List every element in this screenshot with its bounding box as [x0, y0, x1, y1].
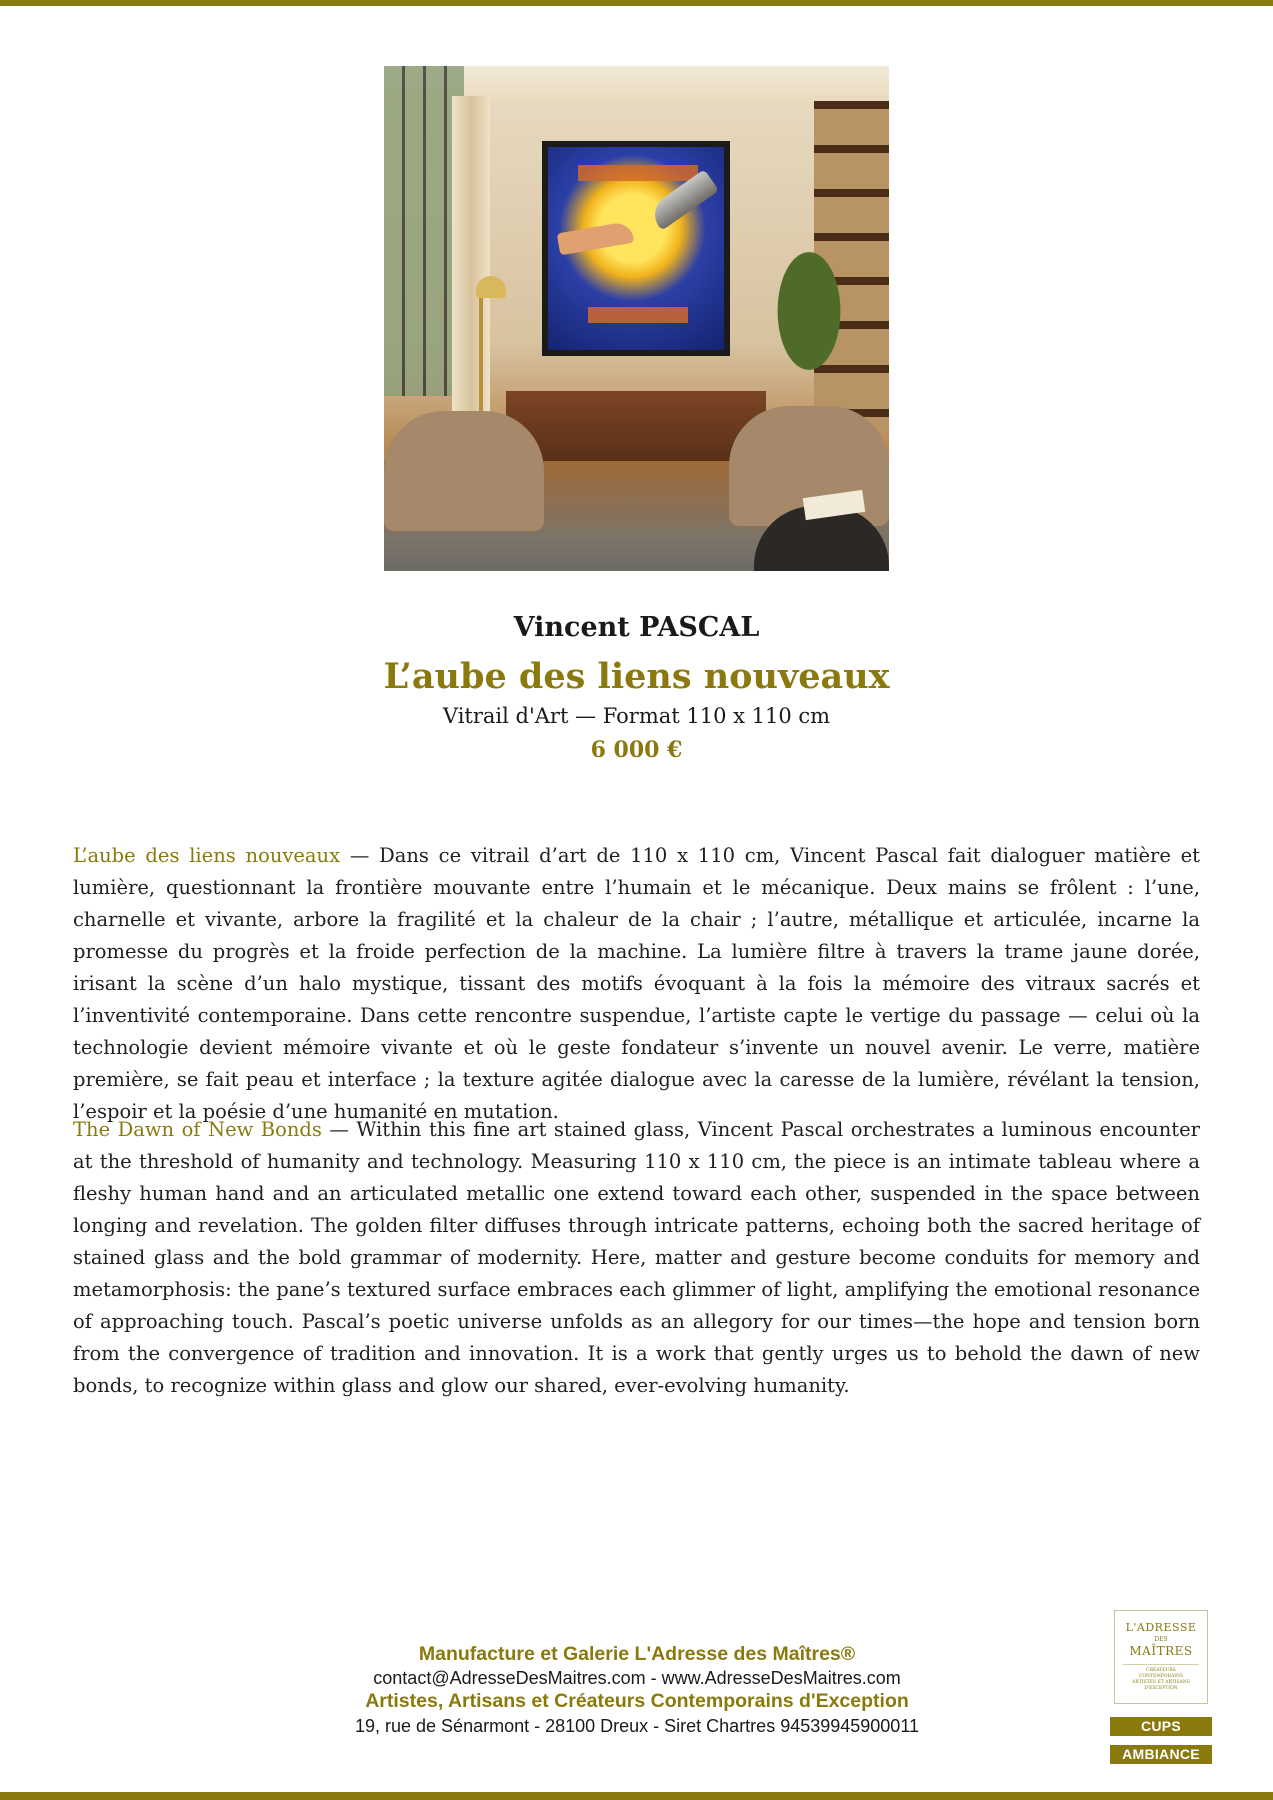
photo-lamp-head: [476, 276, 506, 298]
description-fr-lead: L’aube des liens nouveaux: [73, 844, 341, 867]
photo-curtain: [452, 96, 490, 426]
logo-line1: L'ADRESSE: [1125, 1621, 1197, 1634]
footer-contact: contact@AdresseDesMaitres.com - www.AdresseDesMaitres.com: [373, 1668, 901, 1688]
footer: [237, 1642, 1037, 1738]
logo-line2: DES: [1154, 1636, 1168, 1643]
footer-tagline: Artistes, Artisans et Créateurs Contemporains d'Exception: [365, 1690, 909, 1712]
description-fr-text: — Dans ce vitrail d’art de 110 x 110 cm, Vincent Pascal fait dialoguer matière et lumière, questionnant la frontière mouvante entre l’humain et le mécanique. Deux mains se frôlent : l’une, charnelle et vivante, arbore la fragilité et la chaleur de la chair ; l’autre, métallique et articulée, incarne la promesse du progrès et la froide perfection de la machine. La lumière filtre à travers la trame jaune dorée, irisant la scène d’un halo mystique, tissant des motifs évoquant à la fois la mémoire des vitraux sacrés et l’inventivité contemporaine. Dans cette rencontre suspendue, l’artiste capte le vertige du passage — celui où la technologie devient mémoire vivante et où le geste fondateur s’invente un nouvel avenir. Le verre, matière première, se fait peau et interface ; la texture agitée dialogue avec la caresse de la lumière, révélant la tension, l’espoir et la poésie d’une humanité en mutation.: [73, 844, 1201, 1123]
bottom-rule: [0, 1792, 1273, 1800]
human-hand: [557, 221, 635, 256]
artwork-title: L’aube des liens nouveaux: [383, 656, 890, 697]
gallery-logo: [1114, 1610, 1208, 1704]
logo-line3: MAÎTRES: [1129, 1644, 1193, 1658]
description-en-lead: The Dawn of New Bonds: [73, 1118, 322, 1141]
tag-cups: CUPS: [1110, 1717, 1212, 1736]
photo-armchair-left: [384, 411, 544, 531]
photo-stained-glass-frame: [542, 141, 730, 356]
photo-plant: [769, 236, 849, 386]
photo-cabinet: [506, 391, 766, 461]
glass-band-top: [578, 165, 698, 181]
footer-gallery: Manufacture et Galerie L'Adresse des Maîtres®: [418, 1643, 856, 1665]
artwork-format: Vitrail d'Art — Format 110 x 110 cm: [442, 704, 831, 728]
artist-name: Vincent PASCAL: [513, 612, 760, 643]
logo-line4: CRÉATEURS CONTEMPORAINS ARTISTES ET ARTISANS D'EXCEPTION: [1123, 1664, 1199, 1692]
description-en: [73, 1114, 1200, 1402]
footer-address: 19, rue de Sénarmont - 28100 Dreux - Siret Chartres 94539945900011: [354, 1716, 920, 1736]
glass-band-bottom: [588, 307, 688, 323]
photo-stained-glass: [548, 147, 724, 350]
photo-lamp-stand: [479, 286, 483, 416]
top-rule: [0, 0, 1273, 6]
description-fr: [73, 840, 1200, 1128]
description-en-text: — Within this fine art stained glass, Vincent Pascal orchestrates a luminous encounter at the threshold of humanity and technology. Measuring 110 x 110 cm, the piece is an intimate tableau where a fleshy human hand and an articulated metallic one extend toward each other, suspended in the space between longing and revelation. The golden filter diffuses through intricate patterns, echoing both the sacred heritage of stained glass and the bold grammar of modernity. Here, matter and gesture become conduits for memory and metamorphosis: the pane’s textured surface embraces each glimmer of light, amplifying the emotional resonance of approaching touch. Pascal’s poetic universe unfolds as an allegory for our times—the hope and tension born from the convergence of tradition and innovation. It is a work that gently urges us to behold the dawn of new bonds, to recognize within glass and glow our shared, ever-evolving humanity.: [73, 1118, 1201, 1397]
artwork-price: 6 000 €: [590, 737, 683, 763]
artwork-photo: [384, 66, 889, 571]
tag-ambiance: AMBIANCE: [1110, 1745, 1212, 1764]
